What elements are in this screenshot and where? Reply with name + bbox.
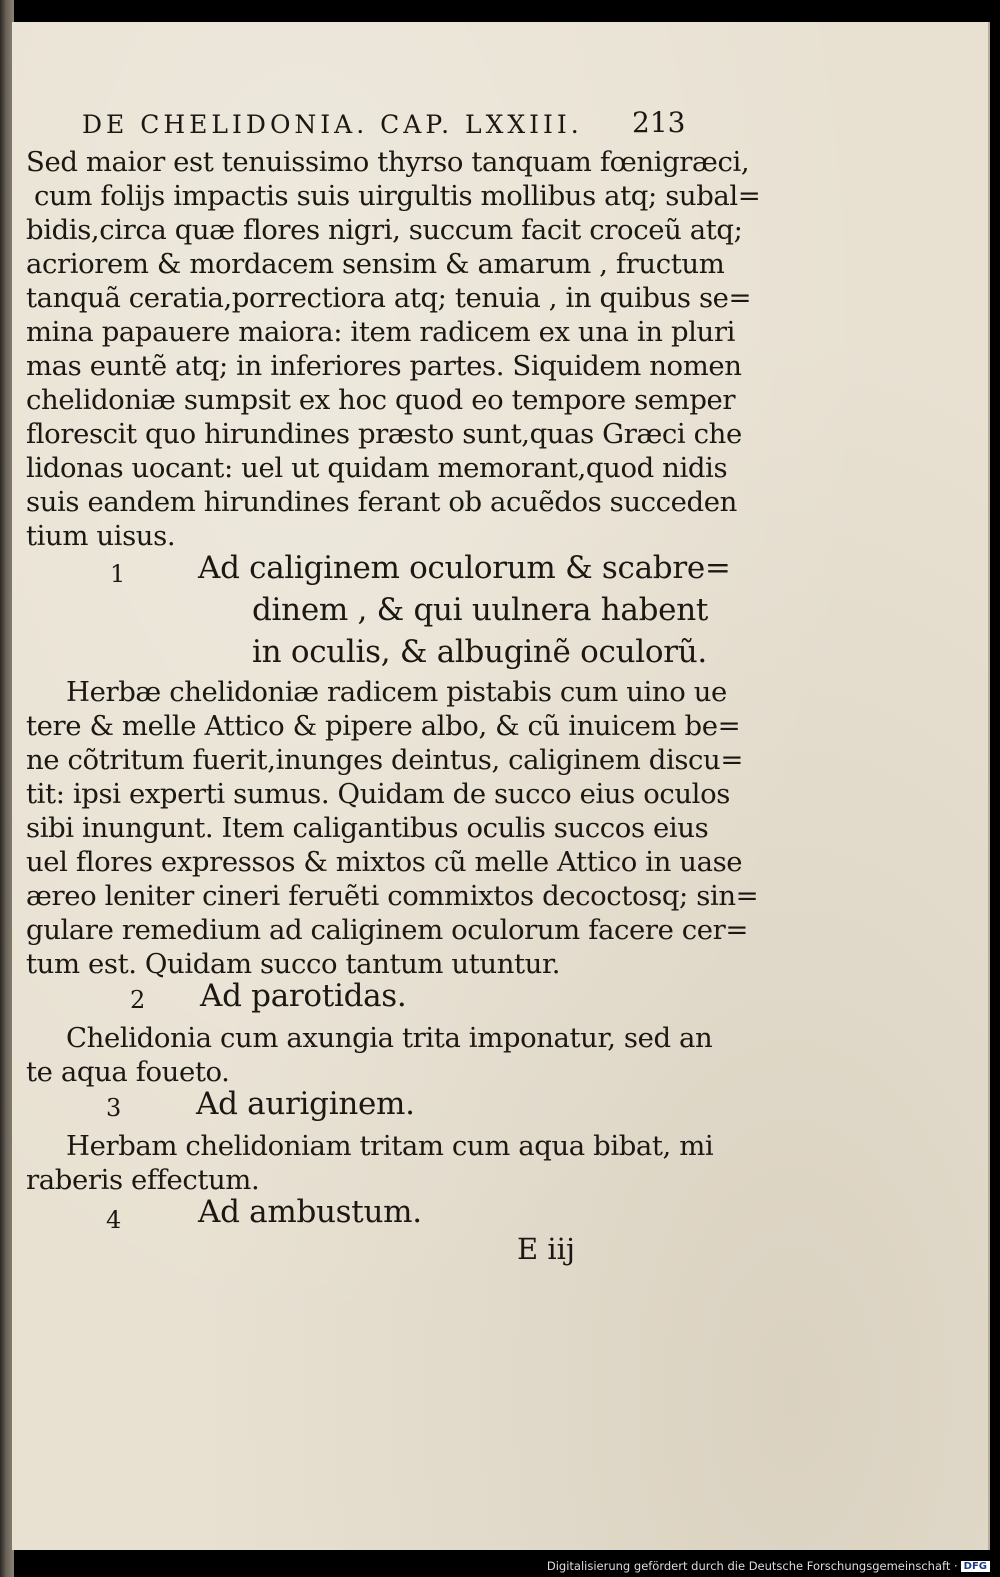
section-heading: Ad ambustum. xyxy=(198,1194,422,1230)
digitization-credit xyxy=(547,1559,990,1573)
text-line: chelidoniæ sumpsit ex hoc quod eo tempore semper xyxy=(26,384,736,416)
text-line: tium uisus. xyxy=(26,520,176,552)
running-head: DE CHELIDONIA. CAP. LXXIII. xyxy=(82,110,583,139)
text-line: bidis,circa quæ flores nigri, succum facit croceũ atq; xyxy=(26,214,743,246)
text-line: ne cõtritum fuerit,inunges deintus, caliginem discu= xyxy=(26,744,744,776)
text-line: mas euntẽ atq; in inferiores partes. Siquidem nomen xyxy=(26,350,742,382)
text-line: lidonas uocant: uel ut quidam memorant,quod nidis xyxy=(26,452,728,484)
credit-text: Digitalisierung gefördert durch die Deutsche Forschungsgemeinschaft · xyxy=(546,1559,958,1573)
text-line: cum folijs impactis suis uirgultis mollibus atq; subal= xyxy=(34,180,761,212)
signature-mark: E iij xyxy=(517,1232,575,1266)
section-heading: dinem , & qui uulnera habent xyxy=(252,592,709,628)
section-heading: Ad caliginem oculorum & scabre= xyxy=(198,550,731,586)
text-line: æreo leniter cineri feruẽti commixtos decoctosq; sin= xyxy=(26,880,759,912)
section-heading: Ad parotidas. xyxy=(200,978,407,1014)
text-line: Herbæ chelidoniæ radicem pistabis cum uino ue xyxy=(66,676,727,708)
text-line: florescit quo hirundines præsto sunt,quas Græci che xyxy=(26,418,742,450)
text-line: tit: ipsi experti sumus. Quidam de succo eius oculos xyxy=(26,778,730,810)
text-line: gulare remedium ad caliginem oculorum facere cer= xyxy=(26,914,749,946)
text-line: raberis effectum. xyxy=(26,1164,260,1196)
text-line: te aqua foueto. xyxy=(26,1056,230,1088)
book-page xyxy=(12,22,990,1550)
text-line: suis eandem hirundines ferant ob acuẽdos succeden xyxy=(26,486,737,518)
text-line: uel flores expressos & mixtos cũ melle Attico in uase xyxy=(26,846,743,878)
section-number: 4 xyxy=(106,1206,122,1234)
text-line: mina papauere maiora: item radicem ex una in pluri xyxy=(26,316,735,348)
section-number: 2 xyxy=(130,986,146,1014)
page-number: 213 xyxy=(632,106,686,139)
section-heading: Ad auriginem. xyxy=(196,1086,415,1122)
section-number: 3 xyxy=(106,1094,122,1122)
dfg-logo: DFG xyxy=(961,1561,990,1572)
text-line: Herbam chelidoniam tritam cum aqua bibat, mi xyxy=(66,1130,714,1162)
text-line: tum est. Quidam succo tantum utuntur. xyxy=(26,948,561,980)
text-line: tere & melle Attico & pipere albo, & cũ inuicem be= xyxy=(26,710,741,742)
text-line: Chelidonia cum axungia trita imponatur, sed an xyxy=(66,1022,713,1054)
section-number: 1 xyxy=(110,560,126,588)
text-line: sibi inungunt. Item caligantibus oculis succos eius xyxy=(26,812,709,844)
text-line: tanquã ceratia,porrectiora atq; tenuia , in quibus se= xyxy=(26,282,752,314)
text-line: acriorem & mordacem sensim & amarum , fructum xyxy=(26,248,725,280)
text-line: Sed maior est tenuissimo thyrso tanquam fœnigræci, xyxy=(26,146,750,178)
section-heading: in oculis, & albuginẽ oculorũ. xyxy=(252,634,707,670)
